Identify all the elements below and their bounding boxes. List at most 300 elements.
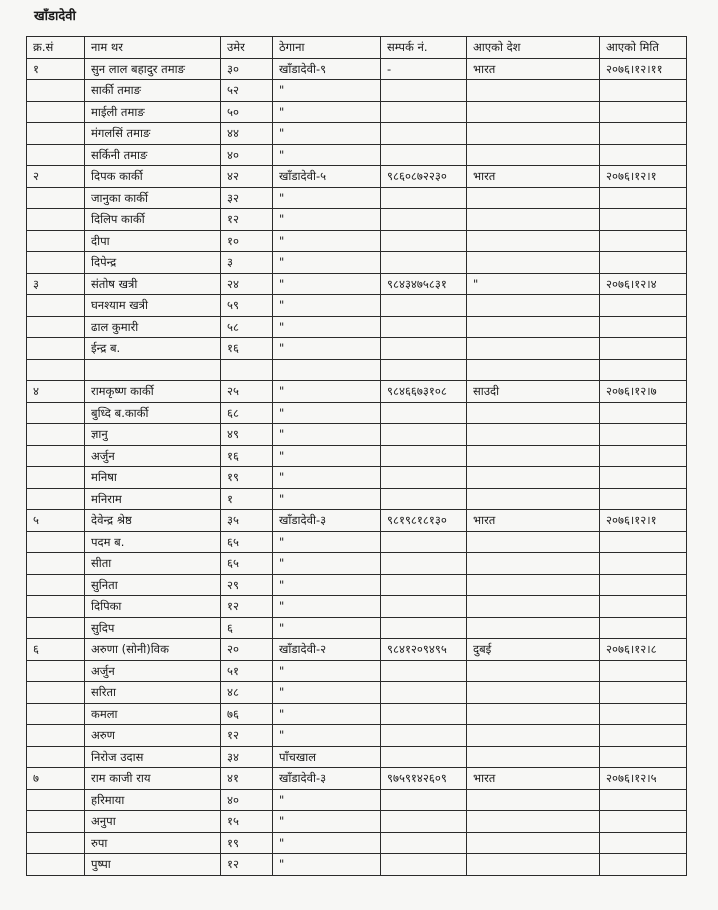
cell-age: १०	[221, 230, 273, 252]
cell-age: ३	[221, 252, 273, 274]
cell-country	[467, 682, 600, 704]
cell-name: सरिता	[85, 682, 221, 704]
cell-address: "	[273, 101, 381, 123]
cell-country	[467, 725, 600, 747]
cell-phone	[381, 832, 467, 854]
cell-name: सीता	[85, 553, 221, 575]
table-row	[27, 359, 687, 381]
cell-address: "	[273, 725, 381, 747]
cell-age: १५	[221, 811, 273, 833]
cell-phone	[381, 295, 467, 317]
cell-country	[467, 660, 600, 682]
table-row	[27, 58, 687, 80]
cell-address: खाँडादेवी-३	[273, 768, 381, 790]
cell-arrival-date	[600, 359, 687, 381]
table-row	[27, 832, 687, 854]
cell-country	[467, 209, 600, 231]
cell-country: भारत	[467, 768, 600, 790]
cell-name: कमला	[85, 703, 221, 725]
cell-age: ५०	[221, 101, 273, 123]
cell-name: अनुपा	[85, 811, 221, 833]
cell-arrival-date	[600, 574, 687, 596]
table-row	[27, 123, 687, 145]
cell-arrival-date: २०७६।१२।४	[600, 273, 687, 295]
cell-age: ४९	[221, 424, 273, 446]
cell-serial-number	[27, 252, 85, 274]
cell-phone: ९८४३४७५८३१	[381, 273, 467, 295]
cell-arrival-date	[600, 725, 687, 747]
cell-arrival-date: २०७६।१२।८	[600, 639, 687, 661]
cell-arrival-date	[600, 746, 687, 768]
table-row	[27, 596, 687, 618]
cell-age: २४	[221, 273, 273, 295]
cell-name: जानुका कार्की	[85, 187, 221, 209]
table-row	[27, 424, 687, 446]
header-name: नाम थर	[85, 37, 221, 59]
cell-phone	[381, 660, 467, 682]
cell-arrival-date	[600, 617, 687, 639]
cell-name: निरोज उदास	[85, 746, 221, 768]
cell-arrival-date	[600, 144, 687, 166]
header-row	[27, 37, 687, 59]
cell-country	[467, 811, 600, 833]
cell-serial-number	[27, 660, 85, 682]
cell-age: १६	[221, 338, 273, 360]
cell-phone	[381, 531, 467, 553]
table-row	[27, 295, 687, 317]
cell-address: "	[273, 144, 381, 166]
table-row	[27, 252, 687, 274]
cell-arrival-date	[600, 123, 687, 145]
cell-address: "	[273, 230, 381, 252]
cell-arrival-date	[600, 424, 687, 446]
table-row	[27, 682, 687, 704]
cell-age: २०	[221, 639, 273, 661]
cell-name: ढाल कुमारी	[85, 316, 221, 338]
cell-country	[467, 553, 600, 575]
cell-name: राम काजी राय	[85, 768, 221, 790]
cell-country	[467, 832, 600, 854]
cell-country	[467, 402, 600, 424]
cell-arrival-date	[600, 553, 687, 575]
cell-phone	[381, 359, 467, 381]
table-row	[27, 209, 687, 231]
table-row	[27, 101, 687, 123]
cell-address: खाँडादेवी-२	[273, 639, 381, 661]
cell-serial-number	[27, 746, 85, 768]
cell-phone	[381, 725, 467, 747]
table-row	[27, 811, 687, 833]
cell-age: ६५	[221, 553, 273, 575]
cell-address: "	[273, 80, 381, 102]
cell-address: पाँचखाल	[273, 746, 381, 768]
cell-address: "	[273, 187, 381, 209]
cell-serial-number	[27, 316, 85, 338]
cell-address: "	[273, 574, 381, 596]
table-row	[27, 660, 687, 682]
cell-age: ६	[221, 617, 273, 639]
cell-arrival-date	[600, 402, 687, 424]
cell-serial-number	[27, 467, 85, 489]
cell-age: ४१	[221, 768, 273, 790]
cell-address: "	[273, 445, 381, 467]
cell-phone	[381, 467, 467, 489]
cell-address: "	[273, 682, 381, 704]
cell-address: "	[273, 660, 381, 682]
cell-country	[467, 617, 600, 639]
cell-name: सुन लाल बहादुर तमाङ	[85, 58, 221, 80]
table-row	[27, 402, 687, 424]
cell-arrival-date	[600, 187, 687, 209]
cell-name: मंगलसिं तमाङ	[85, 123, 221, 145]
cell-arrival-date	[600, 252, 687, 274]
table-row	[27, 789, 687, 811]
cell-country	[467, 789, 600, 811]
cell-phone	[381, 617, 467, 639]
cell-arrival-date	[600, 101, 687, 123]
cell-address: "	[273, 703, 381, 725]
cell-country: दुबई	[467, 639, 600, 661]
cell-serial-number	[27, 682, 85, 704]
cell-arrival-date	[600, 832, 687, 854]
cell-age: २९	[221, 574, 273, 596]
cell-address: "	[273, 811, 381, 833]
cell-country	[467, 187, 600, 209]
cell-phone	[381, 703, 467, 725]
cell-country: "	[467, 273, 600, 295]
table-header	[27, 37, 687, 59]
cell-name: अर्जुन	[85, 660, 221, 682]
cell-address: "	[273, 209, 381, 231]
cell-name: बुध्दि ब.कार्की	[85, 402, 221, 424]
cell-phone	[381, 402, 467, 424]
cell-country	[467, 359, 600, 381]
cell-address: "	[273, 553, 381, 575]
cell-name: माईली तमाङ	[85, 101, 221, 123]
cell-address: "	[273, 252, 381, 274]
table-row	[27, 316, 687, 338]
cell-serial-number	[27, 617, 85, 639]
cell-age: १९	[221, 832, 273, 854]
cell-serial-number	[27, 209, 85, 231]
cell-name: संतोष खत्री	[85, 273, 221, 295]
cell-serial-number: ४	[27, 381, 85, 403]
cell-name: रामकृष्ण कार्की	[85, 381, 221, 403]
table-row	[27, 553, 687, 575]
cell-address: "	[273, 316, 381, 338]
cell-phone	[381, 101, 467, 123]
cell-phone	[381, 596, 467, 618]
cell-age: ४८	[221, 682, 273, 704]
cell-country	[467, 445, 600, 467]
cell-phone	[381, 144, 467, 166]
header-phone: सम्पर्क नं.	[381, 37, 467, 59]
cell-phone: ९७५९१४२६०९	[381, 768, 467, 790]
table-row	[27, 467, 687, 489]
cell-arrival-date: २०७६।१२।५	[600, 768, 687, 790]
cell-age	[221, 359, 273, 381]
cell-address: "	[273, 854, 381, 876]
cell-address: "	[273, 596, 381, 618]
table-row	[27, 746, 687, 768]
cell-age: ४४	[221, 123, 273, 145]
cell-serial-number: ५	[27, 510, 85, 532]
cell-phone: -	[381, 58, 467, 80]
cell-country	[467, 531, 600, 553]
cell-age: ६५	[221, 531, 273, 553]
cell-serial-number: ६	[27, 639, 85, 661]
cell-country	[467, 703, 600, 725]
cell-country	[467, 596, 600, 618]
cell-name: अरुण	[85, 725, 221, 747]
cell-name: अर्जुन	[85, 445, 221, 467]
cell-phone	[381, 338, 467, 360]
table-row	[27, 703, 687, 725]
table-row	[27, 768, 687, 790]
cell-serial-number	[27, 703, 85, 725]
cell-name: दिपिका	[85, 596, 221, 618]
cell-age: १२	[221, 596, 273, 618]
cell-arrival-date	[600, 488, 687, 510]
cell-age: ४२	[221, 166, 273, 188]
cell-phone	[381, 553, 467, 575]
cell-country	[467, 80, 600, 102]
cell-serial-number	[27, 338, 85, 360]
cell-country	[467, 230, 600, 252]
header-country: आएको देश	[467, 37, 600, 59]
cell-name: सर्किनी तमाङ	[85, 144, 221, 166]
cell-name: घनश्याम खत्री	[85, 295, 221, 317]
cell-age: १२	[221, 854, 273, 876]
cell-arrival-date	[600, 854, 687, 876]
cell-address: "	[273, 531, 381, 553]
cell-serial-number	[27, 553, 85, 575]
cell-address: खाँडादेवी-३	[273, 510, 381, 532]
cell-serial-number	[27, 596, 85, 618]
cell-address: "	[273, 832, 381, 854]
cell-country	[467, 295, 600, 317]
cell-country	[467, 424, 600, 446]
table-row	[27, 854, 687, 876]
cell-phone	[381, 488, 467, 510]
cell-name: सुदिप	[85, 617, 221, 639]
cell-phone	[381, 854, 467, 876]
cell-phone	[381, 252, 467, 274]
cell-arrival-date: २०७६।१२।१	[600, 166, 687, 188]
cell-phone: ९८१९८१८१३०	[381, 510, 467, 532]
header-age: उमेर	[221, 37, 273, 59]
cell-age: ५९	[221, 295, 273, 317]
cell-phone	[381, 682, 467, 704]
cell-phone: ९८६०८७२२३०	[381, 166, 467, 188]
cell-address: "	[273, 467, 381, 489]
cell-address: "	[273, 789, 381, 811]
cell-arrival-date	[600, 789, 687, 811]
cell-arrival-date	[600, 209, 687, 231]
cell-serial-number	[27, 359, 85, 381]
returnee-register-table	[26, 36, 687, 876]
cell-arrival-date: २०७६।१२।७	[600, 381, 687, 403]
cell-address: "	[273, 338, 381, 360]
cell-country	[467, 488, 600, 510]
cell-phone	[381, 209, 467, 231]
cell-address: "	[273, 488, 381, 510]
cell-name: सार्की तमाङ	[85, 80, 221, 102]
cell-age: ६८	[221, 402, 273, 424]
cell-name	[85, 359, 221, 381]
cell-address: "	[273, 424, 381, 446]
cell-phone	[381, 811, 467, 833]
cell-name: पुष्पा	[85, 854, 221, 876]
cell-arrival-date	[600, 295, 687, 317]
cell-phone	[381, 187, 467, 209]
cell-serial-number	[27, 789, 85, 811]
cell-age: ३४	[221, 746, 273, 768]
cell-age: ५८	[221, 316, 273, 338]
cell-arrival-date	[600, 230, 687, 252]
cell-age: ३५	[221, 510, 273, 532]
cell-phone	[381, 789, 467, 811]
table-row	[27, 725, 687, 747]
cell-country	[467, 144, 600, 166]
cell-age: ४०	[221, 144, 273, 166]
cell-name: दिपेन्द्र	[85, 252, 221, 274]
cell-phone	[381, 80, 467, 102]
cell-arrival-date	[600, 531, 687, 553]
cell-country	[467, 338, 600, 360]
cell-address: "	[273, 295, 381, 317]
table-row	[27, 510, 687, 532]
table-row	[27, 574, 687, 596]
cell-serial-number	[27, 402, 85, 424]
cell-serial-number	[27, 725, 85, 747]
cell-name: पदम ब.	[85, 531, 221, 553]
cell-name: हरिमाया	[85, 789, 221, 811]
cell-country	[467, 746, 600, 768]
cell-country: भारत	[467, 58, 600, 80]
cell-address: "	[273, 123, 381, 145]
cell-arrival-date	[600, 660, 687, 682]
header-arrival-date: आएको मिति	[600, 37, 687, 59]
cell-serial-number	[27, 424, 85, 446]
cell-age: ७६	[221, 703, 273, 725]
cell-serial-number: ३	[27, 273, 85, 295]
cell-country	[467, 101, 600, 123]
cell-name: मनिराम	[85, 488, 221, 510]
cell-age: २५	[221, 381, 273, 403]
table-row	[27, 338, 687, 360]
cell-name: मनिषा	[85, 467, 221, 489]
cell-country	[467, 316, 600, 338]
cell-country: भारत	[467, 166, 600, 188]
cell-name: सुनिता	[85, 574, 221, 596]
cell-age: १२	[221, 209, 273, 231]
cell-serial-number	[27, 811, 85, 833]
cell-age: १६	[221, 445, 273, 467]
table-row	[27, 639, 687, 661]
cell-serial-number	[27, 574, 85, 596]
cell-phone	[381, 316, 467, 338]
cell-country	[467, 252, 600, 274]
cell-age: ४०	[221, 789, 273, 811]
cell-name: रुपा	[85, 832, 221, 854]
cell-address: खाँडादेवी-५	[273, 166, 381, 188]
cell-arrival-date	[600, 316, 687, 338]
cell-arrival-date	[600, 467, 687, 489]
cell-phone	[381, 445, 467, 467]
cell-phone	[381, 574, 467, 596]
cell-name: ईन्द्र ब.	[85, 338, 221, 360]
table-row	[27, 80, 687, 102]
cell-age: १२	[221, 725, 273, 747]
cell-phone	[381, 123, 467, 145]
table-row	[27, 488, 687, 510]
cell-address	[273, 359, 381, 381]
cell-name: ज्ञानु	[85, 424, 221, 446]
cell-address: "	[273, 402, 381, 424]
cell-arrival-date: २०७६।१२।११	[600, 58, 687, 80]
cell-arrival-date	[600, 703, 687, 725]
cell-address: "	[273, 381, 381, 403]
cell-serial-number	[27, 123, 85, 145]
cell-serial-number	[27, 230, 85, 252]
cell-arrival-date	[600, 596, 687, 618]
table-row	[27, 166, 687, 188]
cell-serial-number	[27, 295, 85, 317]
cell-arrival-date	[600, 80, 687, 102]
cell-age: १९	[221, 467, 273, 489]
cell-age: ५१	[221, 660, 273, 682]
cell-address: खाँडादेवी-९	[273, 58, 381, 80]
cell-address: "	[273, 617, 381, 639]
table-row	[27, 381, 687, 403]
cell-age: ३०	[221, 58, 273, 80]
cell-arrival-date	[600, 445, 687, 467]
cell-country: साउदी	[467, 381, 600, 403]
cell-serial-number	[27, 187, 85, 209]
cell-name: देवेन्द्र श्रेष्ठ	[85, 510, 221, 532]
cell-phone	[381, 230, 467, 252]
table-body	[27, 58, 687, 875]
cell-arrival-date	[600, 682, 687, 704]
cell-country: भारत	[467, 510, 600, 532]
table-row	[27, 144, 687, 166]
table-row	[27, 273, 687, 295]
cell-serial-number	[27, 854, 85, 876]
cell-arrival-date	[600, 811, 687, 833]
document-title: खाँडादेवी	[34, 9, 76, 24]
table-row	[27, 230, 687, 252]
table-row	[27, 445, 687, 467]
cell-serial-number	[27, 832, 85, 854]
cell-country	[467, 123, 600, 145]
table-row	[27, 531, 687, 553]
header-address: ठेगाना	[273, 37, 381, 59]
cell-name: दिपक कार्की	[85, 166, 221, 188]
table-row	[27, 617, 687, 639]
cell-name: अरुणा (सोनी)विक	[85, 639, 221, 661]
cell-serial-number	[27, 101, 85, 123]
cell-serial-number: ७	[27, 768, 85, 790]
table-row	[27, 187, 687, 209]
cell-serial-number	[27, 144, 85, 166]
cell-serial-number: १	[27, 58, 85, 80]
cell-serial-number	[27, 531, 85, 553]
cell-age: ५२	[221, 80, 273, 102]
cell-serial-number	[27, 445, 85, 467]
cell-name: दिलिप कार्की	[85, 209, 221, 231]
cell-age: १	[221, 488, 273, 510]
